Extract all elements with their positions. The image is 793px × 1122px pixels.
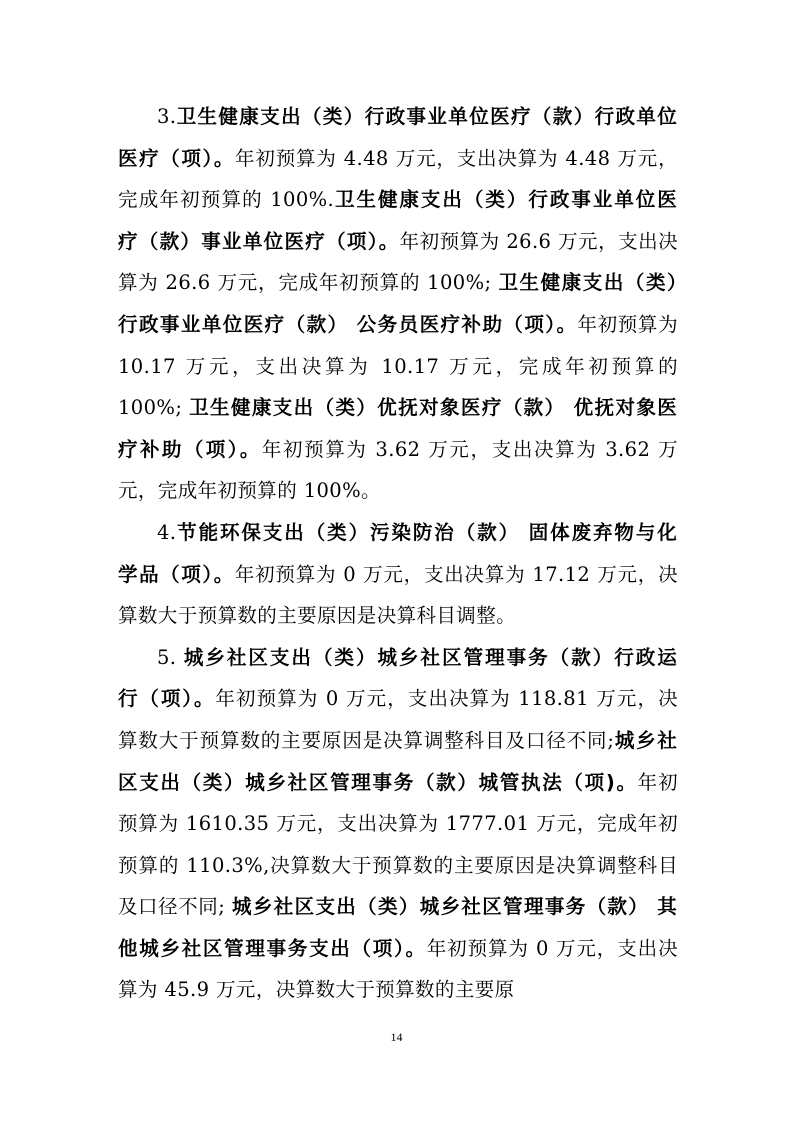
text-solid-waste-chemicals: 年初预算为 0 万元，支出决算为 17.12 万元，决算数大于预算数的主要原因是决算科目调整。	[118, 562, 678, 628]
heading-other-community-affairs: 城乡社区支出（类）城乡社区管理事务（款） 其他城乡社区管理事务支出（项）。	[118, 895, 678, 960]
heading-urban-management-enforcement: 城乡社区支出（类）城乡社区管理事务（款）城管执法（项)。	[118, 728, 678, 794]
page-number: 14	[390, 1030, 403, 1044]
heading-admin-operation: 城乡社区支出（类）城乡社区管理事务（款）行政运行（项）。	[118, 645, 678, 711]
text-admin-unit-medical: 年初预算为 4.48 万元，支出决算为 4.48 万元，完成年初预算的 100%.	[118, 146, 678, 212]
text-public-institution-medical: 年初预算为 26.6 万元，支出决算为 26.6 万元，完成年初预算的 100%;	[118, 229, 678, 295]
text-special-care-medical: 年初预算为 3.62 万元，支出决算为 3.62 万元，完成年初预算的 100%。	[118, 437, 679, 503]
paragraph-urban-rural-community	[118, 637, 678, 1011]
heading-public-institution-medical: 卫生健康支出（类）行政事业单位医疗（款）事业单位医疗（项）。	[118, 188, 678, 253]
heading-admin-unit-medical: 卫生健康支出（类）行政事业单位医疗（款）行政单位医疗（项）。	[118, 105, 678, 170]
paragraph-health-expenditure	[118, 96, 678, 512]
heading-special-care-medical: 卫生健康支出（类）优抚对象医疗（款） 优抚对象医疗补助（项）。	[118, 396, 678, 461]
body-text	[118, 96, 678, 1011]
text-civil-servant-medical-subsidy: 年初预算为 10.17 万元，支出决算为 10.17 万元，完成年初预算的 100%;	[118, 312, 678, 420]
paragraph-energy-environment	[118, 512, 678, 637]
text-other-community-affairs: 年初预算为 0 万元，支出决算为 45.9 万元，决算数大于预算数的主要原	[118, 936, 678, 1002]
text-admin-operation: 年初预算为 0 万元，支出决算为 118.81 万元，决算数大于预算数的主要原因是决算调整科目及口径不同;	[118, 687, 678, 752]
text-urban-management-enforcement: 年初预算为 1610.35 万元，支出决算为 1777.01 万元，完成年初预算的 110.3%,决算数大于预算数的主要原因是决算调整科目及口径不同;	[118, 770, 678, 919]
item-number: 5.	[157, 645, 184, 669]
heading-solid-waste-chemicals: 节能环保支出（类）污染防治（款） 固体废弃物与化学品（项）。	[118, 520, 678, 586]
item-number: 3.	[157, 105, 177, 128]
item-number: 4.	[157, 520, 177, 544]
heading-civil-servant-medical-subsidy: 卫生健康支出（类）行政事业单位医疗（款） 公务员医疗补助（项）。	[118, 271, 678, 336]
